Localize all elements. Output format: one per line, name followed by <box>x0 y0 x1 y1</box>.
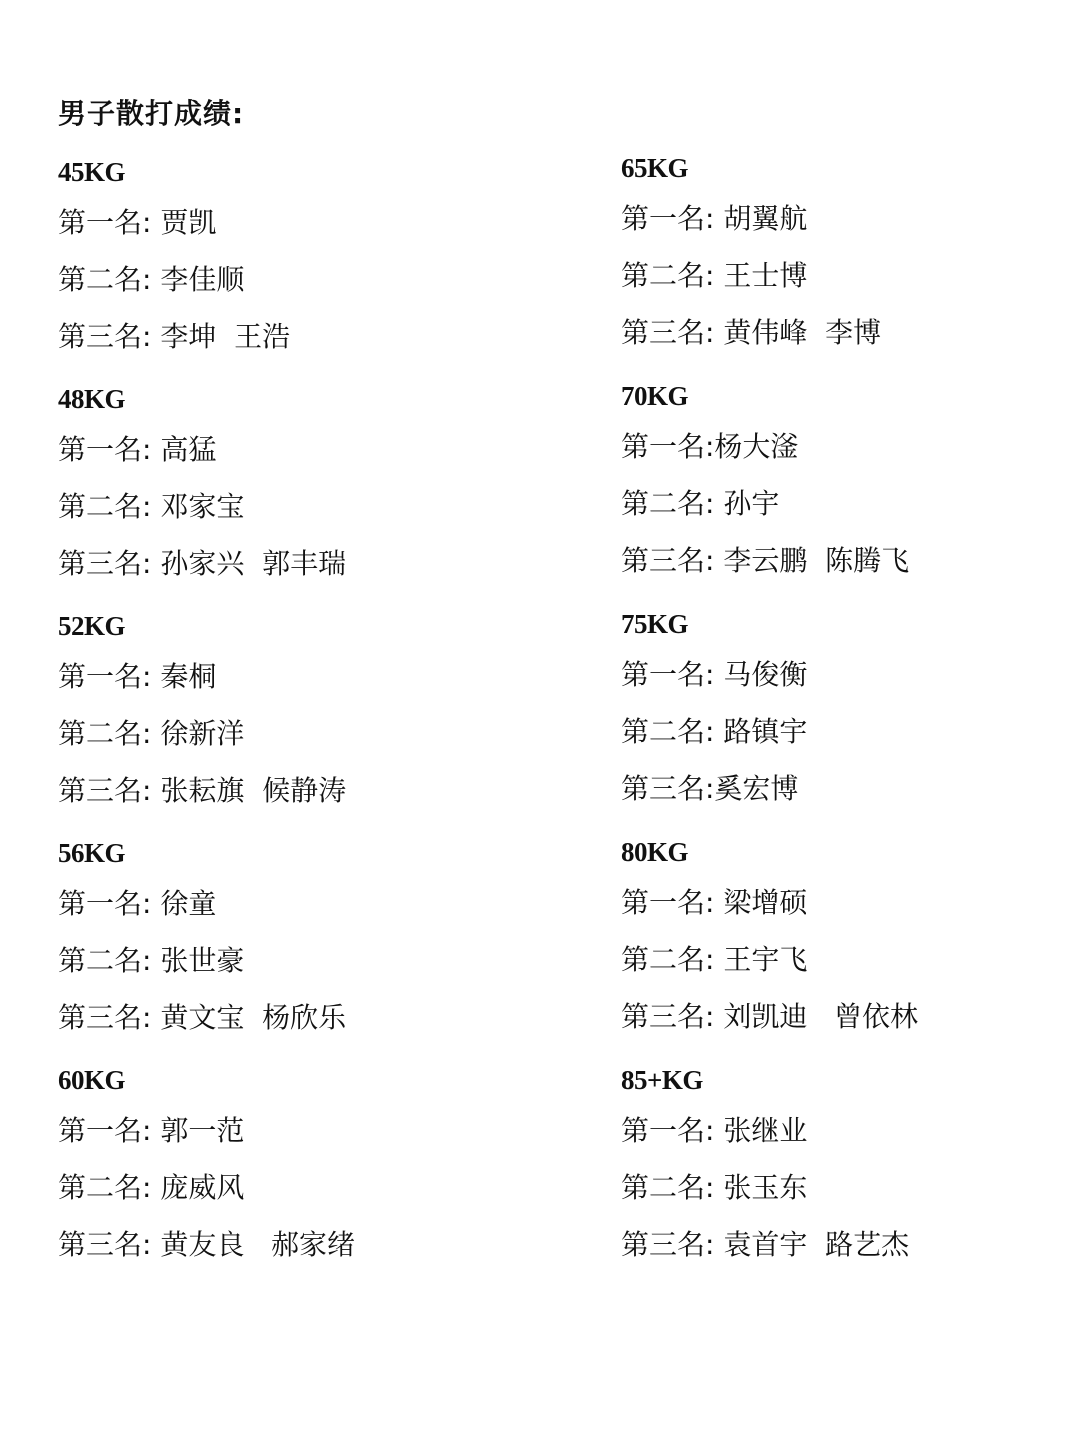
third-place: 第三名:奚宏博 <box>621 772 799 805</box>
weight-class-label: 70KG <box>621 381 689 411</box>
weight-class-65kg <box>621 146 1061 374</box>
second-place: 第二名: 张世豪 <box>58 944 245 977</box>
second-place: 第二名: 孙宇 <box>621 487 780 520</box>
left-results-column <box>58 150 498 1285</box>
weight-class-45kg <box>58 150 498 377</box>
weight-class-56kg <box>58 831 498 1058</box>
third-place: 第三名: 李云鹏 陈腾飞 <box>621 544 910 577</box>
weight-class-label: 52KG <box>58 611 126 641</box>
weight-class-label: 65KG <box>621 153 689 183</box>
first-place: 第一名: 马俊衡 <box>621 658 808 691</box>
weight-class-label: 45KG <box>58 157 126 187</box>
second-place: 第二名: 张玉东 <box>621 1171 808 1204</box>
weight-class-80kg <box>621 830 1061 1058</box>
first-place: 第一名: 郭一范 <box>58 1114 245 1147</box>
weight-class-48kg <box>58 377 498 604</box>
third-place: 第三名: 黄伟峰 李博 <box>621 316 882 349</box>
first-place: 第一名: 张继业 <box>621 1114 808 1147</box>
weight-class-label: 75KG <box>621 609 689 639</box>
second-place: 第二名: 庞威风 <box>58 1171 245 1204</box>
weight-class-52kg <box>58 604 498 831</box>
third-place: 第三名: 黄友良 郝家绪 <box>58 1228 356 1261</box>
first-place: 第一名: 徐童 <box>58 887 217 920</box>
first-place: 第一名: 贾凯 <box>58 206 217 239</box>
second-place: 第二名: 徐新洋 <box>58 717 245 750</box>
third-place: 第三名: 黄文宝 杨欣乐 <box>58 1001 347 1034</box>
weight-class-label: 48KG <box>58 384 126 414</box>
right-results-column <box>621 146 1061 1286</box>
third-place: 第三名: 张耘旗 候静涛 <box>58 774 347 807</box>
first-place: 第一名:杨大滏 <box>621 430 799 463</box>
weight-class-label: 80KG <box>621 837 689 867</box>
weight-class-label: 60KG <box>58 1065 126 1095</box>
second-place: 第二名: 王宇飞 <box>621 943 808 976</box>
third-place: 第三名: 袁首宇 路艺杰 <box>621 1228 910 1261</box>
third-place: 第三名: 孙家兴 郭丰瑞 <box>58 547 347 580</box>
document-title: 男子散打成绩: <box>58 97 245 130</box>
first-place: 第一名: 胡翼航 <box>621 202 808 235</box>
third-place: 第三名: 刘凯迪 曾依林 <box>621 1000 919 1033</box>
weight-class-label: 85+KG <box>621 1065 703 1095</box>
weight-class-75kg <box>621 602 1061 830</box>
third-place: 第三名: 李坤 王浩 <box>58 320 291 353</box>
second-place: 第二名: 王士博 <box>621 259 808 292</box>
first-place: 第一名: 秦桐 <box>58 660 217 693</box>
second-place: 第二名: 路镇宇 <box>621 715 808 748</box>
weight-class-70kg <box>621 374 1061 602</box>
weight-class-85plus-kg <box>621 1058 1061 1286</box>
first-place: 第一名: 高猛 <box>58 433 217 466</box>
second-place: 第二名: 李佳顺 <box>58 263 245 296</box>
first-place: 第一名: 梁增硕 <box>621 886 808 919</box>
second-place: 第二名: 邓家宝 <box>58 490 245 523</box>
weight-class-60kg <box>58 1058 498 1285</box>
weight-class-label: 56KG <box>58 838 126 868</box>
